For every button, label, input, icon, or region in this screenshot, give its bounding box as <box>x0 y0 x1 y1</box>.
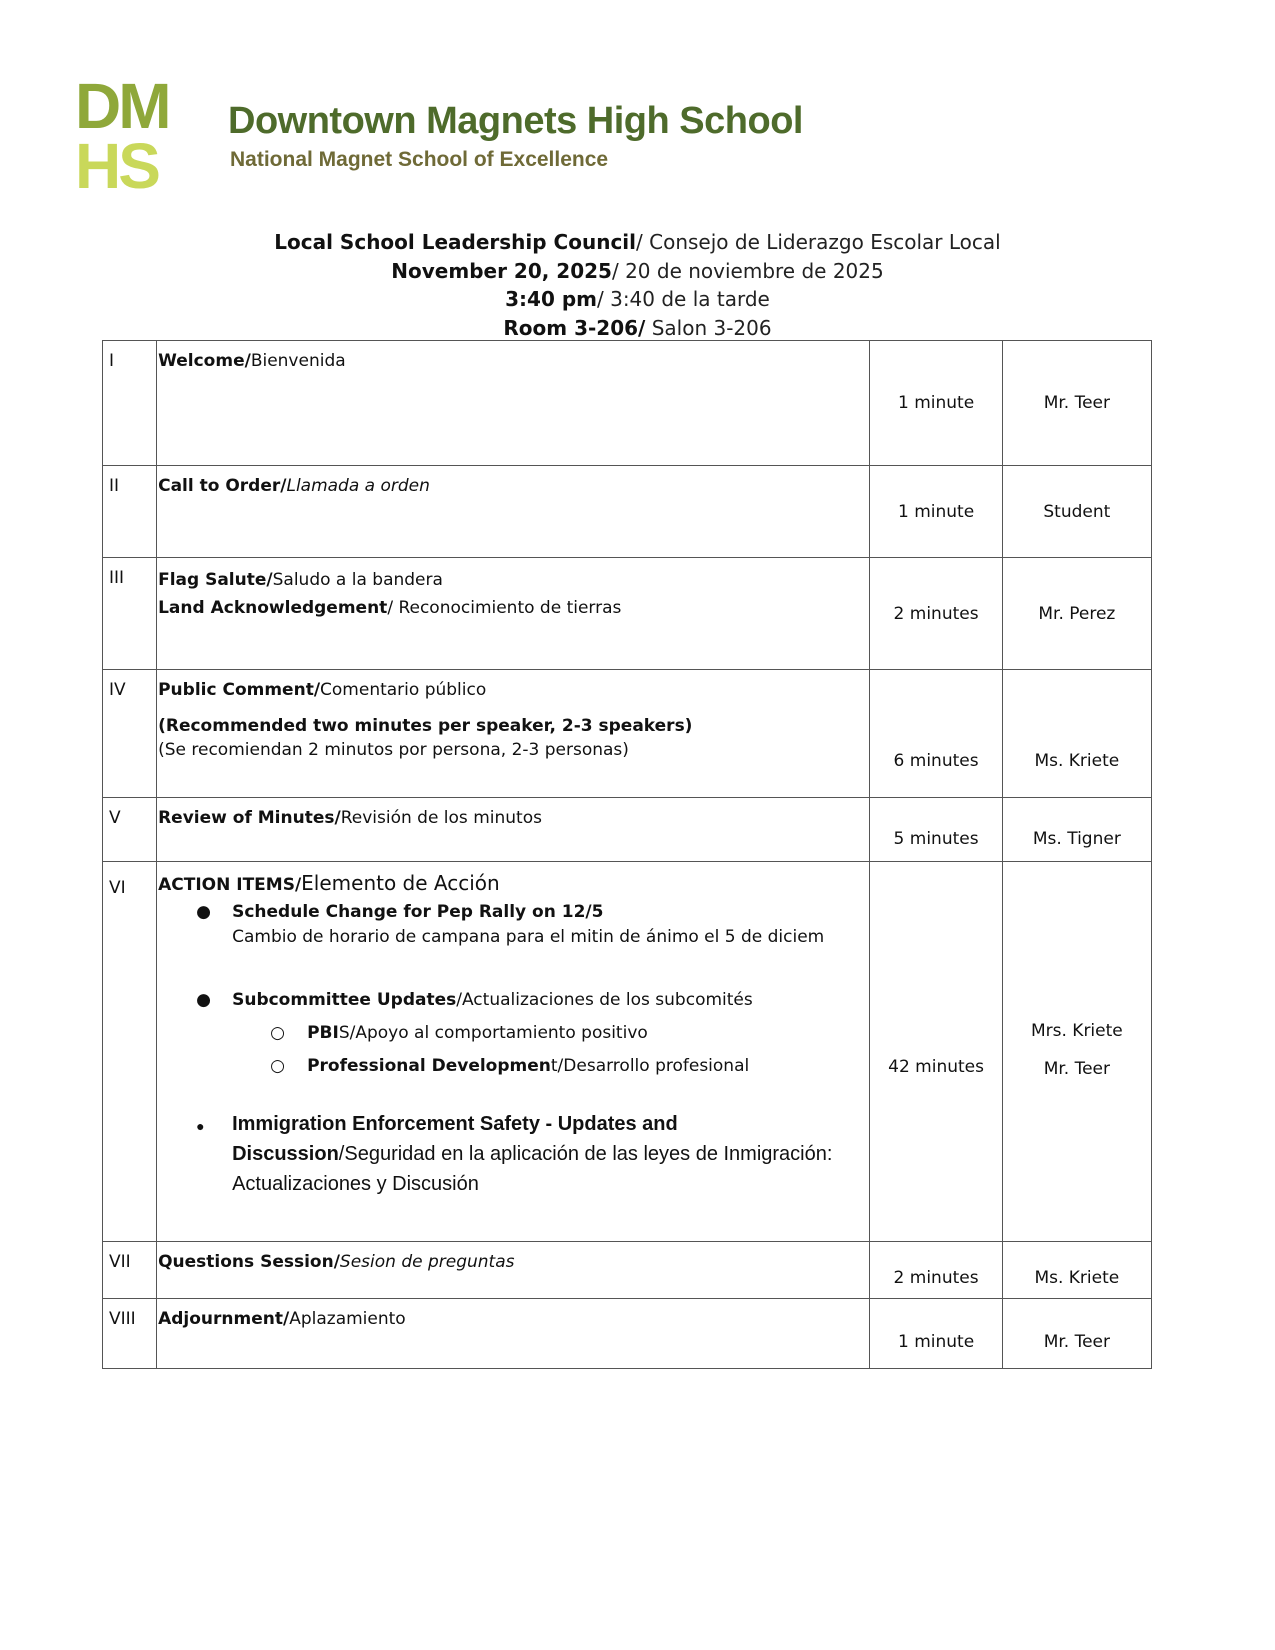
school-name: Downtown Magnets High School <box>228 100 803 142</box>
item-presenter: Mr. Teer <box>1002 1299 1151 1369</box>
item-duration: 1 minute <box>870 466 1002 558</box>
action-item-title-en-2: Discussion <box>232 1143 339 1165</box>
meeting-room-es: Salon 3-206 <box>645 315 772 340</box>
item-number: VII <box>103 1242 157 1299</box>
meeting-title-es: / Consejo de Liderazgo Escolar Local <box>636 230 1001 254</box>
action-item-title-es: /Seguridad en la aplicación de las leyes de Inmigración: <box>338 1143 833 1165</box>
item-title-en: Call to Order/ <box>158 476 287 496</box>
item-title-en: Questions Session/ <box>158 1252 340 1272</box>
item-number: V <box>103 798 157 862</box>
item-presenter: Ms. Tigner <box>1002 798 1151 862</box>
circle-bullet-icon: ○ <box>270 1023 285 1043</box>
item-title <box>157 798 870 862</box>
item-number: VIII <box>103 1299 157 1369</box>
meeting-date <box>0 257 1275 286</box>
meeting-title-en: Local School Leadership Council <box>274 230 637 254</box>
item-note-es: (Se recomiendan 2 minutos por persona, 2-3 personas) <box>158 740 629 760</box>
item-duration: 2 minutes <box>870 558 1002 670</box>
item-title-es: Revisión de los minutos <box>340 808 542 828</box>
subitem-title-es: S/Apoyo al comportamiento positivo <box>338 1023 648 1043</box>
agenda-table <box>102 340 1152 1369</box>
bullet-icon: ● <box>196 902 211 922</box>
meeting-time-en: 3:40 pm <box>505 287 597 311</box>
subitem-professional-development <box>158 1050 863 1083</box>
item-presenter: Mr. Perez <box>1002 558 1151 670</box>
action-item-title-es-2: Actualizaciones y Discusión <box>232 1173 479 1195</box>
item-title <box>157 1299 870 1369</box>
agenda-row <box>103 1299 1152 1369</box>
item-number: II <box>103 466 157 558</box>
item-presenter: Ms. Kriete <box>1002 670 1151 798</box>
item-title-en: Adjournment/ <box>158 1309 290 1329</box>
item-title-en: Welcome/ <box>158 351 251 371</box>
item-number: I <box>103 341 157 466</box>
item-number: VI <box>103 862 157 1242</box>
meeting-time-es: / 3:40 de la tarde <box>597 287 770 311</box>
item-number: III <box>103 558 157 670</box>
item-presenter: Mrs. Kriete <box>1030 1020 1123 1041</box>
circle-bullet-icon: ○ <box>270 1056 285 1076</box>
school-tagline: National Magnet School of Excellence <box>230 148 609 171</box>
meeting-room-en: Room 3-206/ <box>503 315 646 340</box>
item-title <box>157 670 870 798</box>
action-item-pep-rally <box>158 900 863 950</box>
agenda-row <box>103 558 1152 670</box>
item-duration: 1 minute <box>870 341 1002 466</box>
item-title <box>157 862 870 1242</box>
item-title <box>157 466 870 558</box>
subitem-title-en: Professional Developmen <box>307 1056 551 1076</box>
item-duration: 6 minutes <box>870 670 1002 798</box>
meeting-time <box>0 285 1275 314</box>
action-item-title-en: Schedule Change for Pep Rally on 12/5 <box>232 902 604 922</box>
bullet-icon: ● <box>196 1118 205 1134</box>
agenda-row <box>103 670 1152 798</box>
item-title <box>157 1242 870 1299</box>
meeting-title <box>0 228 1275 257</box>
item-duration: 1 minute <box>870 1299 1002 1369</box>
school-logo <box>75 70 195 202</box>
item-title-es: Bienvenida <box>250 351 346 371</box>
action-item-subcommittee <box>158 988 863 1013</box>
item-title-es: Aplazamiento <box>289 1309 406 1329</box>
meeting-date-es: / 20 de noviembre de 2025 <box>611 258 884 283</box>
item-duration: 5 minutes <box>870 798 1002 862</box>
item-title-en: Review of Minutes/ <box>158 808 341 828</box>
item-presenter: Ms. Kriete <box>1002 1242 1151 1299</box>
agenda-row <box>103 1242 1152 1299</box>
meeting-room <box>0 314 1275 343</box>
action-item-title-es: /Actualizaciones de los subcomités <box>456 990 753 1010</box>
subitem-title-es: t/Desarrollo profesional <box>550 1056 750 1076</box>
logo-letters-top: DM <box>75 70 169 142</box>
agenda-row <box>103 862 1152 1242</box>
meeting-date-en: November 20, 2025 <box>391 258 612 283</box>
item-title-en: Flag Salute/ <box>158 570 273 590</box>
agenda-row <box>103 341 1152 466</box>
item-title-es: Comentario público <box>320 680 487 700</box>
action-item-title-en: Immigration Enforcement Safety - Updates and <box>232 1113 678 1135</box>
item-title-es: Sesion de preguntas <box>339 1252 515 1272</box>
item-presenters <box>1002 862 1151 1242</box>
action-item-title-es: Cambio de horario de campana para el mitin de ánimo el 5 de diciem <box>232 927 825 947</box>
item-presenter: Mr. Teer <box>1043 1058 1110 1079</box>
item-title-es: Elemento de Acción <box>301 871 500 895</box>
item-title <box>157 341 870 466</box>
subitem-pbis <box>158 1017 863 1050</box>
item-subtitle-en: Land Acknowledgement <box>158 598 388 618</box>
action-item-title-en: Subcommittee Updates <box>232 990 457 1010</box>
item-title-es: Saludo a la bandera <box>272 570 443 590</box>
bullet-icon: ● <box>196 990 211 1010</box>
item-number: IV <box>103 670 157 798</box>
item-note-en: (Recommended two minutes per speaker, 2-3 speakers) <box>158 716 693 736</box>
meeting-header <box>0 228 1275 342</box>
logo-letters-bottom: HS <box>75 130 158 202</box>
agenda-row <box>103 466 1152 558</box>
item-title-en: Public Comment/ <box>158 680 321 700</box>
action-item-immigration <box>158 1109 863 1199</box>
agenda-row <box>103 798 1152 862</box>
item-title-es: Llamada a orden <box>286 476 430 496</box>
item-presenter: Mr. Teer <box>1002 341 1151 466</box>
item-duration: 42 minutes <box>870 862 1002 1242</box>
subitem-title-en: PBI <box>307 1023 339 1043</box>
item-title <box>157 558 870 670</box>
item-presenter: Student <box>1002 466 1151 558</box>
item-duration: 2 minutes <box>870 1242 1002 1299</box>
item-subtitle-es: / Reconocimiento de tierras <box>387 598 622 618</box>
item-title-en: ACTION ITEMS/ <box>158 875 302 895</box>
